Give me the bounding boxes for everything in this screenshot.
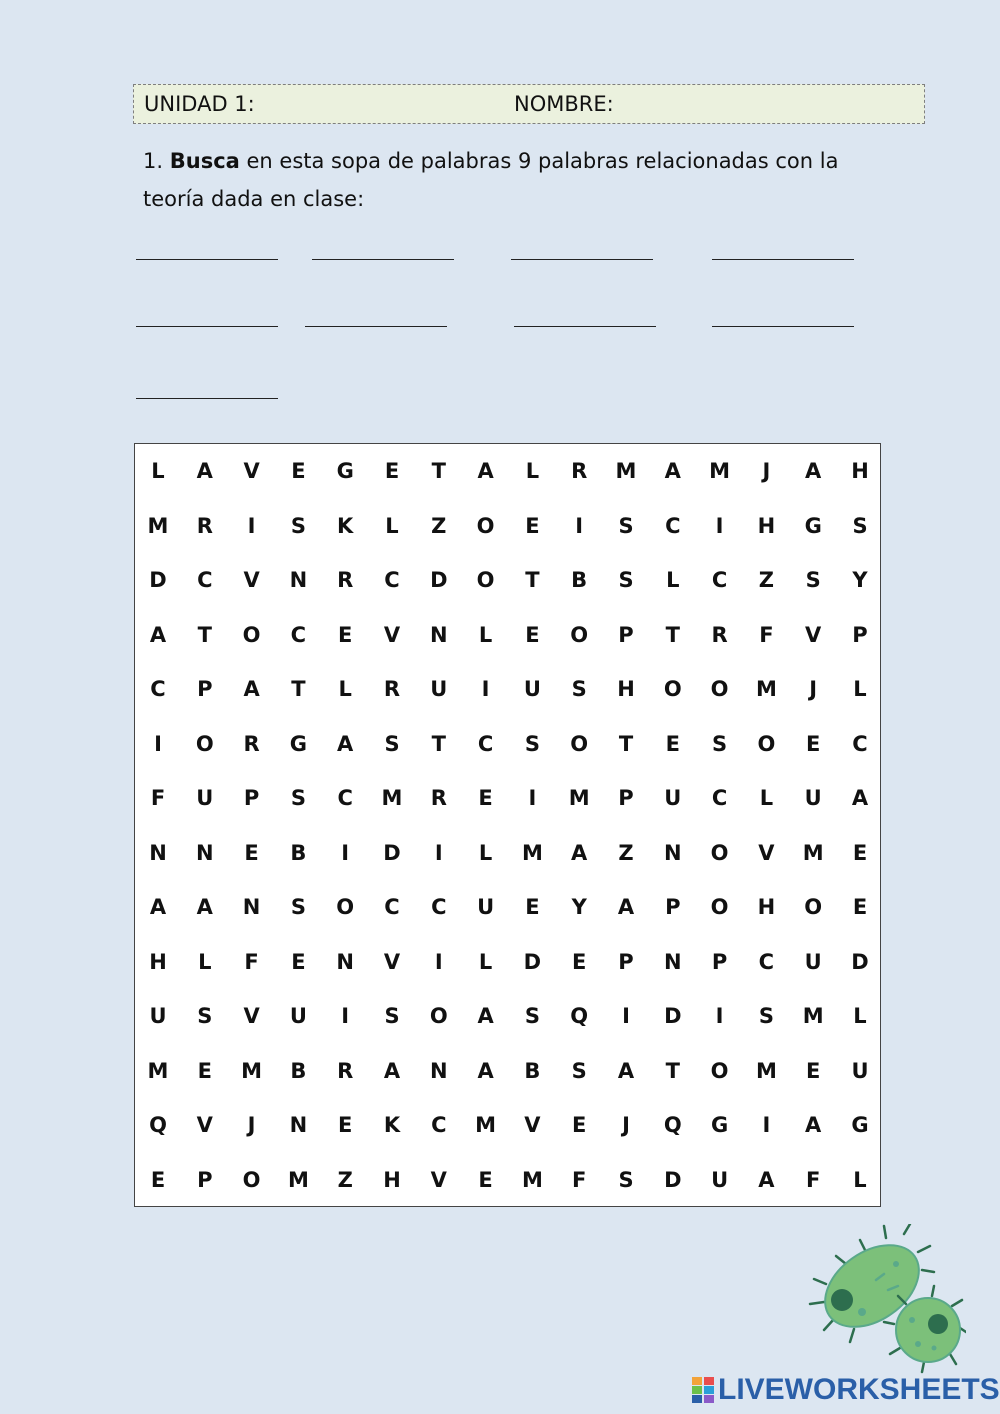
grid-letter[interactable]: M bbox=[755, 677, 777, 701]
grid-letter[interactable]: A bbox=[617, 895, 635, 919]
grid-letter[interactable]: P bbox=[618, 949, 634, 974]
grid-letter[interactable]: S bbox=[384, 1004, 400, 1028]
grid-letter[interactable]: A bbox=[805, 459, 822, 483]
grid-letter[interactable]: V bbox=[243, 568, 260, 592]
grid-letter[interactable]: I bbox=[528, 786, 537, 810]
grid-letter[interactable]: E bbox=[525, 513, 540, 538]
grid-row bbox=[135, 1105, 880, 1159]
grid-letter[interactable]: A bbox=[383, 1058, 401, 1083]
grid-letter[interactable]: C bbox=[852, 731, 868, 756]
grid-letter[interactable]: P bbox=[665, 895, 681, 919]
instructions bbox=[143, 142, 883, 218]
grid-letter[interactable]: N bbox=[289, 568, 308, 592]
grid-letter[interactable]: F bbox=[244, 949, 259, 974]
answer-blank[interactable] bbox=[305, 326, 447, 327]
grid-letter[interactable]: L bbox=[478, 840, 493, 865]
grid-letter[interactable]: U bbox=[523, 677, 541, 701]
grid-letter[interactable]: M bbox=[381, 786, 403, 810]
grid-row bbox=[135, 942, 880, 996]
grid-letter[interactable]: V bbox=[196, 1113, 213, 1137]
grid-letter[interactable]: O bbox=[195, 731, 214, 756]
grid-letter[interactable]: I bbox=[341, 840, 350, 865]
grid-letter[interactable]: B bbox=[290, 840, 307, 865]
grid-letter[interactable]: O bbox=[570, 622, 589, 647]
answer-blank[interactable] bbox=[514, 326, 656, 327]
grid-letter[interactable]: G bbox=[851, 1113, 869, 1137]
grid-letter[interactable]: J bbox=[762, 459, 771, 483]
grid-letter[interactable]: I bbox=[762, 1113, 771, 1137]
grid-letter[interactable]: V bbox=[243, 459, 260, 483]
grid-letter[interactable]: I bbox=[341, 1004, 350, 1028]
grid-letter[interactable]: L bbox=[385, 513, 399, 538]
grid-letter[interactable]: E bbox=[291, 459, 306, 483]
grid-letter[interactable]: R bbox=[430, 786, 447, 810]
grid-letter[interactable]: A bbox=[149, 622, 167, 647]
grid-letter[interactable]: D bbox=[664, 1167, 682, 1192]
grid-row bbox=[135, 833, 880, 887]
grid-letter[interactable]: O bbox=[710, 1058, 729, 1083]
grid-letter[interactable]: U bbox=[149, 1004, 167, 1028]
grid-letter[interactable]: O bbox=[757, 731, 776, 756]
grid-letter[interactable]: A bbox=[477, 1058, 494, 1083]
grid-letter[interactable]: H bbox=[757, 895, 776, 919]
grid-letter[interactable]: V bbox=[243, 1004, 260, 1028]
logo-text: LIVEWORKSHEETS bbox=[718, 1373, 1000, 1406]
grid-row bbox=[135, 724, 880, 778]
grid-letter[interactable]: F bbox=[759, 622, 774, 647]
grid-letter[interactable]: L bbox=[338, 677, 352, 701]
grid-letter[interactable]: U bbox=[289, 1004, 307, 1028]
grid-letter[interactable]: F bbox=[150, 786, 166, 810]
grid-letter[interactable]: T bbox=[431, 731, 446, 756]
grid-letter[interactable]: P bbox=[618, 786, 634, 810]
grid-letter[interactable]: L bbox=[853, 1004, 867, 1028]
grid-letter[interactable]: D bbox=[149, 568, 167, 592]
grid-letter[interactable]: C bbox=[384, 568, 400, 592]
grid-letter[interactable]: Z bbox=[758, 568, 774, 592]
grid-letter[interactable]: A bbox=[851, 786, 869, 810]
grid-letter[interactable]: N bbox=[336, 949, 354, 974]
grid-letter[interactable]: A bbox=[617, 1058, 635, 1083]
answer-blank[interactable] bbox=[511, 259, 653, 260]
grid-letter[interactable]: E bbox=[806, 731, 821, 756]
grid-letter[interactable]: N bbox=[242, 895, 261, 919]
grid-letter[interactable]: E bbox=[150, 1167, 166, 1192]
grid-letter[interactable]: G bbox=[289, 731, 308, 756]
grid-letter[interactable]: H bbox=[617, 677, 635, 701]
grid-letter[interactable]: P bbox=[197, 677, 213, 701]
grid-letter[interactable]: U bbox=[711, 1167, 729, 1192]
grid-letter[interactable]: N bbox=[149, 840, 167, 865]
grid-letter[interactable]: O bbox=[242, 622, 261, 647]
grid-letter[interactable]: F bbox=[572, 1167, 587, 1192]
grid-letter[interactable]: H bbox=[851, 459, 869, 483]
grid-letter[interactable]: S bbox=[758, 1004, 774, 1028]
grid-letter[interactable]: Z bbox=[618, 840, 634, 865]
grid-letter[interactable]: Z bbox=[431, 513, 447, 538]
grid-letter[interactable]: I bbox=[481, 677, 490, 701]
grid-letter[interactable]: P bbox=[618, 622, 634, 647]
grid-row bbox=[135, 560, 880, 614]
grid-letter[interactable]: U bbox=[851, 1058, 869, 1083]
grid-letter[interactable]: H bbox=[149, 949, 167, 974]
grid-letter[interactable]: T bbox=[665, 1058, 680, 1083]
answer-blank[interactable] bbox=[136, 326, 278, 327]
grid-letter[interactable]: R bbox=[571, 459, 588, 483]
grid-letter[interactable]: I bbox=[715, 1004, 724, 1028]
grid-letter[interactable]: E bbox=[338, 622, 353, 647]
grid-letter[interactable]: Q bbox=[570, 1004, 589, 1028]
grid-letter[interactable]: V bbox=[430, 1167, 447, 1192]
grid-letter[interactable]: O bbox=[570, 731, 589, 756]
grid-letter[interactable]: A bbox=[196, 459, 213, 483]
grid-letter[interactable]: T bbox=[291, 677, 306, 701]
instruction-bold: Busca bbox=[169, 149, 240, 173]
grid-letter[interactable]: N bbox=[430, 622, 448, 647]
grid-row bbox=[135, 451, 880, 505]
grid-letter[interactable]: Z bbox=[337, 1167, 353, 1192]
grid-letter[interactable]: O bbox=[710, 895, 729, 919]
grid-letter[interactable]: P bbox=[243, 786, 260, 810]
grid-letter[interactable]: J bbox=[809, 677, 818, 701]
grid-row bbox=[135, 615, 880, 669]
grid-letter[interactable]: O bbox=[663, 677, 682, 701]
grid-letter[interactable]: S bbox=[290, 786, 306, 810]
grid-letter[interactable]: C bbox=[711, 786, 728, 810]
grid-letter[interactable]: B bbox=[290, 1058, 307, 1083]
grid-letter[interactable]: E bbox=[572, 949, 587, 974]
grid-letter[interactable]: M bbox=[475, 1113, 497, 1137]
grid-letter[interactable]: S bbox=[712, 731, 728, 756]
grid-letter[interactable]: E bbox=[852, 840, 868, 865]
grid-letter[interactable]: A bbox=[149, 895, 167, 919]
grid-letter[interactable]: C bbox=[477, 731, 494, 756]
grid-letter[interactable]: K bbox=[337, 513, 354, 538]
grid-letter[interactable]: D bbox=[383, 840, 401, 865]
grid-letter[interactable]: S bbox=[524, 731, 540, 756]
grid-letter[interactable]: I bbox=[434, 840, 443, 865]
grid-letter[interactable]: L bbox=[666, 568, 680, 592]
grid-letter[interactable]: E bbox=[197, 1058, 212, 1083]
grid-letter[interactable]: L bbox=[759, 786, 774, 810]
grid-letter[interactable]: L bbox=[525, 459, 540, 483]
grid-letter[interactable]: M bbox=[568, 786, 590, 810]
grid-letter[interactable]: E bbox=[525, 895, 540, 919]
grid-letter[interactable]: M bbox=[147, 513, 169, 538]
grid-letter[interactable]: O bbox=[476, 513, 495, 538]
grid-letter[interactable]: D bbox=[523, 949, 542, 974]
grid-letter[interactable]: O bbox=[476, 568, 495, 592]
answer-blank[interactable] bbox=[136, 398, 278, 399]
unidad-label: UNIDAD 1: bbox=[144, 92, 255, 116]
grid-letter[interactable]: U bbox=[430, 677, 448, 701]
grid-letter[interactable]: S bbox=[290, 895, 306, 919]
grid-letter[interactable]: M bbox=[287, 1167, 309, 1192]
grid-letter[interactable]: M bbox=[755, 1058, 777, 1083]
bacteria-icon bbox=[806, 1224, 966, 1374]
grid-letter[interactable]: V bbox=[383, 949, 401, 974]
grid-letter[interactable]: A bbox=[477, 459, 494, 483]
grid-letter[interactable]: U bbox=[804, 786, 822, 810]
grid-letter[interactable]: O bbox=[336, 895, 355, 919]
grid-letter[interactable]: Y bbox=[852, 568, 868, 592]
grid-letter[interactable]: T bbox=[431, 459, 446, 483]
grid-letter[interactable]: H bbox=[757, 513, 776, 538]
grid-row bbox=[135, 778, 880, 832]
grid-letter[interactable]: U bbox=[196, 786, 214, 810]
grid-letter[interactable]: I bbox=[622, 1004, 630, 1028]
grid-letter[interactable]: S bbox=[571, 677, 587, 701]
grid-letter[interactable]: R bbox=[196, 513, 213, 538]
grid-letter[interactable]: I bbox=[247, 513, 256, 538]
grid-letter[interactable]: C bbox=[337, 786, 353, 810]
grid-letter[interactable]: T bbox=[197, 622, 212, 647]
liveworksheets-logo-icon bbox=[692, 1377, 714, 1403]
grid-letter[interactable]: C bbox=[431, 895, 447, 919]
grid-letter[interactable]: O bbox=[710, 677, 729, 701]
grid-letter[interactable]: J bbox=[247, 1113, 256, 1137]
grid-letter[interactable]: A bbox=[477, 1004, 494, 1028]
grid-letter[interactable]: C bbox=[431, 1113, 447, 1137]
grid-letter[interactable]: C bbox=[197, 568, 213, 592]
grid-letter[interactable]: E bbox=[852, 895, 868, 919]
grid-letter[interactable]: P bbox=[197, 1167, 213, 1192]
grid-letter[interactable]: M bbox=[521, 840, 543, 865]
grid-letter[interactable]: D bbox=[664, 1004, 682, 1028]
grid-letter[interactable]: I bbox=[154, 731, 162, 756]
grid-letter[interactable]: R bbox=[711, 622, 728, 647]
grid-letter[interactable]: L bbox=[853, 1167, 867, 1192]
grid-letter[interactable]: N bbox=[664, 840, 682, 865]
grid-letter[interactable]: S bbox=[805, 568, 821, 592]
answer-blank[interactable] bbox=[312, 259, 454, 260]
grid-letter[interactable]: B bbox=[524, 1058, 541, 1083]
grid-letter[interactable]: M bbox=[521, 1167, 543, 1192]
grid-row bbox=[135, 1160, 880, 1214]
grid-letter[interactable]: Q bbox=[149, 1113, 167, 1137]
grid-letter[interactable]: A bbox=[758, 1167, 775, 1192]
grid-letter[interactable]: G bbox=[804, 513, 822, 538]
grid-letter[interactable]: P bbox=[852, 622, 868, 647]
grid-row bbox=[135, 996, 880, 1050]
grid-letter[interactable]: S bbox=[618, 568, 634, 592]
grid-letter[interactable]: E bbox=[665, 731, 680, 756]
grid-letter[interactable]: R bbox=[383, 677, 401, 701]
grid-letter[interactable]: L bbox=[151, 459, 165, 483]
grid-letter[interactable]: N bbox=[664, 949, 682, 974]
grid-letter[interactable]: M bbox=[802, 1004, 824, 1028]
liveworksheets-logo bbox=[692, 1372, 1000, 1408]
grid-letter[interactable]: C bbox=[758, 949, 775, 974]
grid-letter[interactable]: D bbox=[851, 949, 869, 974]
grid-letter[interactable]: C bbox=[150, 677, 166, 701]
word-search-grid bbox=[134, 443, 881, 1207]
grid-letter[interactable]: N bbox=[289, 1113, 308, 1137]
grid-row bbox=[135, 887, 880, 941]
grid-row bbox=[135, 669, 880, 723]
grid-letter[interactable]: I bbox=[575, 513, 584, 538]
grid-letter[interactable]: O bbox=[429, 1004, 448, 1028]
grid-letter[interactable]: C bbox=[665, 513, 681, 538]
grid-letter[interactable]: S bbox=[197, 1004, 213, 1028]
grid-letter[interactable]: E bbox=[525, 622, 540, 647]
grid-letter[interactable]: I bbox=[715, 513, 724, 538]
grid-letter[interactable]: S bbox=[384, 731, 400, 756]
nombre-label: NOMBRE: bbox=[514, 92, 614, 116]
grid-letter[interactable]: S bbox=[524, 1004, 540, 1028]
grid-letter[interactable]: M bbox=[615, 459, 637, 483]
grid-letter[interactable]: L bbox=[198, 949, 212, 974]
grid-letter[interactable]: L bbox=[853, 677, 867, 701]
grid-letter[interactable]: R bbox=[337, 568, 354, 592]
grid-letter[interactable]: N bbox=[430, 1058, 448, 1083]
grid-letter[interactable]: T bbox=[525, 568, 540, 592]
grid-row bbox=[135, 506, 880, 560]
grid-letter[interactable]: D bbox=[430, 568, 448, 592]
grid-letter[interactable]: K bbox=[383, 1113, 401, 1137]
grid-letter[interactable]: L bbox=[478, 622, 493, 647]
grid-letter[interactable]: T bbox=[665, 622, 680, 647]
grid-letter[interactable]: E bbox=[478, 1167, 493, 1192]
grid-letter[interactable]: C bbox=[290, 622, 307, 647]
grid-letter[interactable]: E bbox=[244, 840, 259, 865]
grid-letter[interactable]: B bbox=[571, 568, 588, 592]
grid-letter[interactable]: S bbox=[618, 513, 634, 538]
grid-letter[interactable]: Y bbox=[571, 895, 587, 919]
grid-letter[interactable]: Q bbox=[663, 1113, 682, 1137]
header-box bbox=[133, 84, 925, 124]
grid-letter[interactable]: V bbox=[805, 622, 822, 647]
grid-letter[interactable]: F bbox=[806, 1167, 821, 1192]
grid-letter[interactable]: S bbox=[618, 1167, 634, 1192]
grid-letter[interactable]: P bbox=[711, 949, 728, 974]
grid-letter[interactable]: M bbox=[802, 840, 824, 865]
grid-letter[interactable]: S bbox=[571, 1058, 587, 1083]
grid-letter[interactable]: O bbox=[242, 1167, 261, 1192]
grid-letter[interactable]: R bbox=[243, 731, 260, 756]
grid-letter[interactable]: A bbox=[337, 731, 354, 756]
instruction-number: 1. bbox=[143, 149, 164, 173]
grid-letter[interactable]: U bbox=[664, 786, 682, 810]
answer-blank[interactable] bbox=[712, 326, 854, 327]
grid-letter[interactable]: E bbox=[338, 1113, 353, 1137]
grid-row bbox=[135, 1051, 880, 1105]
grid-letter[interactable]: S bbox=[290, 513, 306, 538]
instruction-text: en esta sopa de palabras 9 palabras relacionadas con la teoría dada en clase: bbox=[143, 149, 839, 211]
grid-letter[interactable]: J bbox=[622, 1113, 630, 1137]
grid-letter[interactable]: M bbox=[147, 1058, 169, 1083]
grid-letter[interactable]: E bbox=[806, 1058, 821, 1083]
grid-letter[interactable]: N bbox=[196, 840, 214, 865]
grid-letter[interactable]: E bbox=[478, 786, 493, 810]
grid-letter[interactable]: U bbox=[804, 949, 822, 974]
grid-letter[interactable]: E bbox=[384, 459, 400, 483]
grid-letter[interactable]: O bbox=[804, 895, 823, 919]
grid-letter[interactable]: E bbox=[572, 1113, 587, 1137]
answer-blank[interactable] bbox=[136, 259, 278, 260]
grid-letter[interactable]: S bbox=[852, 513, 868, 538]
grid-letter[interactable]: C bbox=[711, 568, 728, 592]
answer-blank[interactable] bbox=[712, 259, 854, 260]
grid-letter[interactable]: M bbox=[709, 459, 731, 483]
grid-letter[interactable]: A bbox=[805, 1113, 822, 1137]
grid-letter[interactable]: T bbox=[618, 731, 634, 756]
grid-letter[interactable]: A bbox=[571, 840, 588, 865]
grid-letter[interactable]: U bbox=[477, 895, 495, 919]
grid-letter[interactable]: V bbox=[524, 1113, 541, 1137]
grid-letter[interactable]: G bbox=[336, 459, 354, 483]
grid-letter[interactable]: L bbox=[478, 949, 493, 974]
grid-letter[interactable]: M bbox=[241, 1058, 263, 1083]
grid-letter[interactable]: R bbox=[337, 1058, 354, 1083]
grid-letter[interactable]: A bbox=[664, 459, 681, 483]
grid-letter[interactable]: H bbox=[383, 1167, 401, 1192]
grid-letter[interactable]: I bbox=[434, 949, 443, 974]
grid-letter[interactable]: A bbox=[243, 677, 260, 701]
grid-letter[interactable]: V bbox=[383, 622, 401, 647]
grid-letter[interactable]: G bbox=[710, 1113, 729, 1137]
grid-letter[interactable]: O bbox=[710, 840, 729, 865]
grid-letter[interactable]: E bbox=[291, 949, 306, 974]
grid-letter[interactable]: V bbox=[758, 840, 775, 865]
grid-letter[interactable]: C bbox=[384, 895, 400, 919]
grid-letter[interactable]: A bbox=[196, 895, 213, 919]
